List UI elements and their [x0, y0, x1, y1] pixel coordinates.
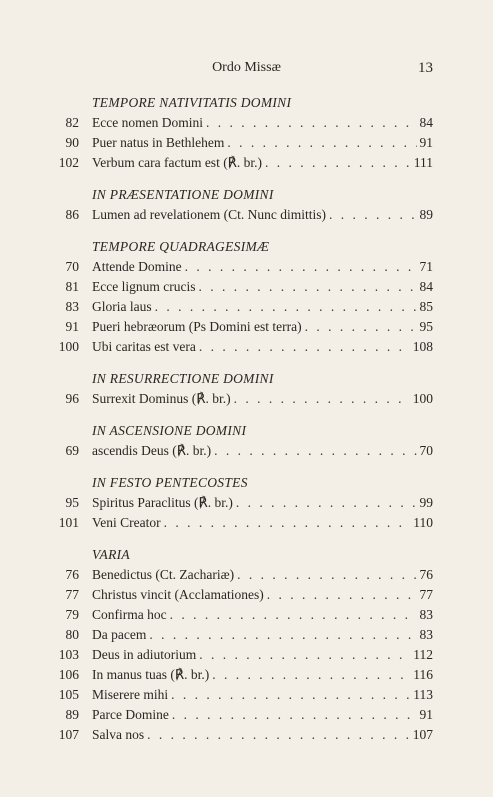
dot-leader — [147, 725, 410, 745]
index-entry — [0, 645, 493, 665]
entry-label: Lumen ad revelationem (Ct. Nunc dimittis) — [92, 207, 326, 222]
entry-number: 101 — [58, 515, 79, 530]
entry-page: 111 — [413, 155, 433, 170]
entry-page: 99 — [419, 495, 433, 510]
entry-label: Deus in adiutorium — [92, 647, 197, 662]
entry-page: 85 — [419, 299, 433, 314]
entry-line — [92, 685, 433, 705]
index-entry — [0, 133, 493, 153]
index-list — [0, 93, 493, 757]
index-entry — [0, 257, 493, 277]
entry-line — [92, 113, 433, 133]
entry-number: 90 — [65, 135, 79, 150]
index-entry — [0, 297, 493, 317]
section-title: IN ASCENSIONE DOMINI — [92, 423, 247, 438]
dot-leader — [170, 605, 417, 625]
entry-number: 80 — [65, 627, 79, 642]
index-entry — [0, 205, 493, 225]
dot-leader — [198, 277, 416, 297]
entry-line — [92, 133, 433, 153]
entry-label: Confirma hoc — [92, 607, 167, 622]
entry-page: 100 — [412, 391, 433, 406]
entry-number: 102 — [58, 155, 79, 170]
index-entry — [0, 441, 493, 461]
entry-page: 107 — [412, 727, 433, 742]
index-section — [0, 473, 493, 533]
index-entry — [0, 605, 493, 625]
entry-label: Attende Domine — [92, 259, 182, 274]
entry-page: 116 — [413, 667, 433, 682]
dot-leader — [212, 665, 410, 685]
entry-page: 110 — [413, 515, 433, 530]
dot-leader — [164, 513, 411, 533]
entry-page: 76 — [419, 567, 433, 582]
entry-label: In manus tuas (℟. br.) — [92, 667, 210, 682]
index-section — [0, 185, 493, 225]
section-title: TEMPORE NATIVITATIS DOMINI — [92, 95, 292, 110]
dot-leader — [305, 317, 417, 337]
section-title: TEMPORE QUADRAGESIMÆ — [92, 239, 270, 254]
entry-line — [92, 493, 433, 513]
entry-number: 105 — [58, 687, 79, 702]
index-entry — [0, 337, 493, 357]
entry-label: Spiritus Paraclitus (℟. br.) — [92, 495, 233, 510]
entry-number: 100 — [58, 339, 79, 354]
entry-line — [92, 645, 433, 665]
index-section — [0, 421, 493, 461]
index-entry — [0, 113, 493, 133]
entry-number: 107 — [58, 727, 79, 742]
dot-leader — [206, 113, 417, 133]
dot-leader — [199, 645, 410, 665]
entry-line — [92, 153, 433, 173]
entry-number: 81 — [65, 279, 79, 294]
entry-page: 89 — [419, 207, 433, 222]
entry-page: 83 — [419, 607, 433, 622]
dot-leader — [236, 493, 417, 513]
index-entry — [0, 625, 493, 645]
page-number: 13 — [418, 60, 433, 76]
entry-page: 83 — [419, 627, 433, 642]
index-entry — [0, 705, 493, 725]
entry-page: 91 — [419, 135, 433, 150]
dot-leader — [185, 257, 417, 277]
entry-number: 83 — [65, 299, 79, 314]
entry-page: 71 — [419, 259, 433, 274]
entry-number: 89 — [65, 707, 79, 722]
entry-label: Benedictus (Ct. Zachariæ) — [92, 567, 235, 582]
entry-line — [92, 605, 433, 625]
dot-leader — [329, 205, 417, 225]
entry-label: Ecce lignum crucis — [92, 279, 196, 294]
entry-line — [92, 317, 433, 337]
page-header — [60, 58, 433, 82]
section-title: IN RESURRECTIONE DOMINI — [92, 371, 274, 386]
entry-page: 84 — [419, 279, 433, 294]
entry-line — [92, 585, 433, 605]
index-entry — [0, 493, 493, 513]
entry-label: Da pacem — [92, 627, 147, 642]
index-section — [0, 545, 493, 745]
entry-line — [92, 257, 433, 277]
dot-leader — [199, 337, 410, 357]
index-entry — [0, 685, 493, 705]
index-section — [0, 93, 493, 173]
entry-line — [92, 389, 433, 409]
dot-leader — [172, 705, 417, 725]
entry-line — [92, 337, 433, 357]
entry-line — [92, 565, 433, 585]
entry-number: 82 — [65, 115, 79, 130]
entry-line — [92, 441, 433, 461]
index-entry — [0, 317, 493, 337]
dot-leader — [265, 153, 411, 173]
index-entry — [0, 277, 493, 297]
running-title: Ordo Missæ — [212, 60, 281, 75]
entry-page: 113 — [413, 687, 433, 702]
index-entry — [0, 565, 493, 585]
dot-leader — [237, 565, 416, 585]
entry-line — [92, 297, 433, 317]
section-title: VARIA — [92, 547, 130, 562]
entry-number: 69 — [65, 443, 79, 458]
entry-number: 77 — [65, 587, 79, 602]
entry-label: Verbum cara factum est (℟. br.) — [92, 155, 263, 170]
entry-label: Gloria laus — [92, 299, 152, 314]
entry-label: Ecce nomen Domini — [92, 115, 203, 130]
index-section — [0, 369, 493, 409]
index-entry — [0, 725, 493, 745]
entry-label: Parce Domine — [92, 707, 169, 722]
entry-number: 106 — [58, 667, 79, 682]
entry-label: Miserere mihi — [92, 687, 169, 702]
entry-line — [92, 513, 433, 533]
entry-page: 95 — [419, 319, 433, 334]
entry-number: 95 — [65, 495, 79, 510]
entry-page: 70 — [419, 443, 433, 458]
entry-label: Puer natus in Bethlehem — [92, 135, 225, 150]
section-title: IN PRÆSENTATIONE DOMINI — [92, 187, 274, 202]
entry-number: 70 — [65, 259, 79, 274]
entry-number: 86 — [65, 207, 79, 222]
dot-leader — [234, 389, 410, 409]
index-entry — [0, 585, 493, 605]
entry-number: 96 — [65, 391, 79, 406]
index-entry — [0, 513, 493, 533]
entry-label: Surrexit Dominus (℟. br.) — [92, 391, 231, 406]
dot-leader — [149, 625, 416, 645]
entry-page: 108 — [412, 339, 433, 354]
entry-label: ascendis Deus (℟. br.) — [92, 443, 212, 458]
entry-line — [92, 277, 433, 297]
dot-leader — [155, 297, 417, 317]
index-section — [0, 237, 493, 357]
entry-line — [92, 705, 433, 725]
entry-page: 91 — [419, 707, 433, 722]
entry-line — [92, 205, 433, 225]
entry-number: 91 — [65, 319, 79, 334]
entry-number: 103 — [58, 647, 79, 662]
entry-line — [92, 625, 433, 645]
index-entry — [0, 665, 493, 685]
dot-leader — [214, 441, 416, 461]
entry-label: Veni Creator — [92, 515, 161, 530]
section-title: IN FESTO PENTECOSTES — [92, 475, 248, 490]
dot-leader — [171, 685, 410, 705]
entry-label: Ubi caritas est vera — [92, 339, 196, 354]
entry-line — [92, 665, 433, 685]
dot-leader — [227, 133, 416, 153]
entry-number: 76 — [65, 567, 79, 582]
index-entry — [0, 389, 493, 409]
entry-page: 84 — [419, 115, 433, 130]
entry-line — [92, 725, 433, 745]
entry-page: 77 — [419, 587, 433, 602]
entry-label: Salva nos — [92, 727, 145, 742]
entry-number: 79 — [65, 607, 79, 622]
entry-label: Christus vincit (Acclamationes) — [92, 587, 264, 602]
index-entry — [0, 153, 493, 173]
dot-leader — [267, 585, 417, 605]
entry-page: 112 — [413, 647, 433, 662]
entry-label: Pueri hebræorum (Ps Domini est terra) — [92, 319, 302, 334]
